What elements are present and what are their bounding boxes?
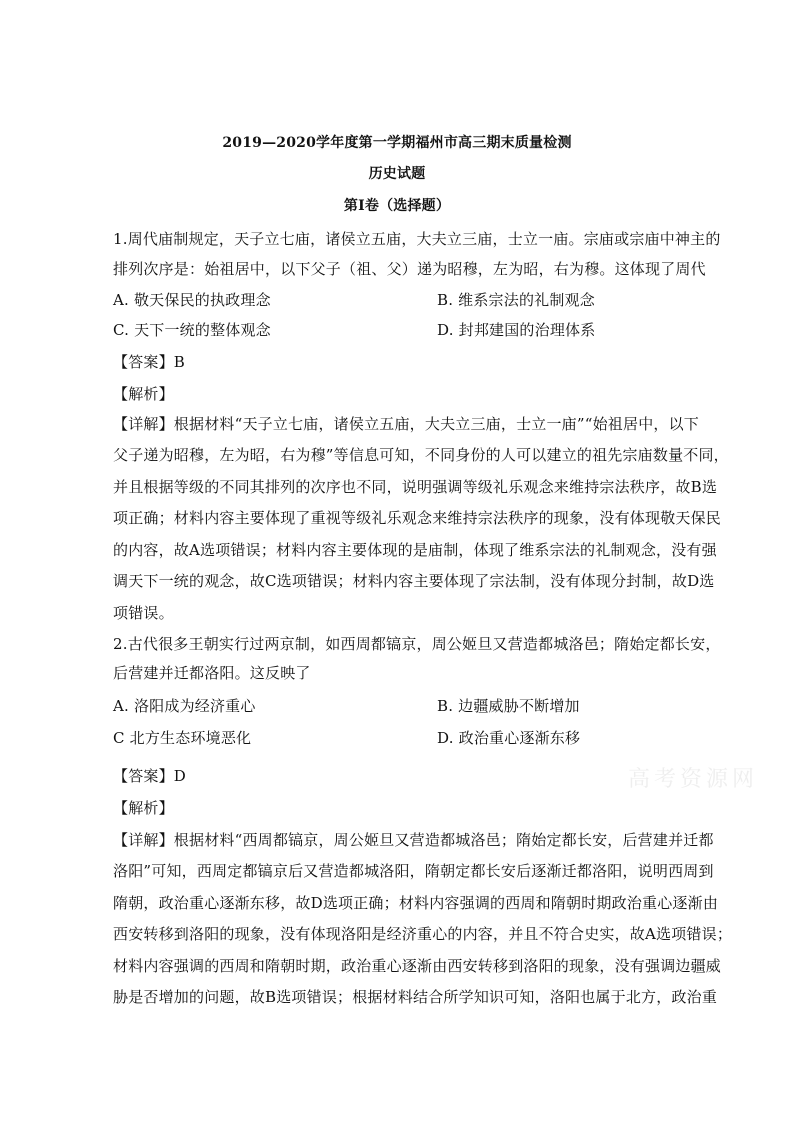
exam-title: 2019—2020学年度第一学期福州市高三期末质量检测 bbox=[222, 135, 572, 151]
q2-detail-line: 材料内容强调的西周和隋朝时期，政治重心逐渐由西安转移到洛阳的现象，没有强调边疆威 bbox=[113, 957, 722, 975]
q2-stem-line-1: 2.古代很多王朝实行过两京制，如西周都镐京，周公姬旦又营造都城洛邑；隋始定都长安， bbox=[113, 635, 721, 653]
q1-stem-line-2: 排列次序是：始祖居中，以下父子（祖、父）递为昭穆，左为昭，右为穆。这体现了周代 bbox=[113, 260, 706, 278]
q1-detail-line: 的内容，故A选项错误；材料内容主要体现的是庙制，体现了维系宗法的礼制观念，没有强 bbox=[113, 541, 717, 559]
q1-detail-line: 并且根据等级的不同其排列的次序也不同，说明强调等级礼乐观念来维持宗法秩序，故B选 bbox=[113, 478, 718, 496]
q2-option-b: B. 边疆威胁不断增加 bbox=[437, 697, 580, 715]
q1-detail-line: 【详解】根据材料“天子立七庙，诸侯立五庙，大夫立三庙，士立一庙”“始祖居中，以下 bbox=[113, 415, 700, 433]
q2-detail-line: 西安转移到洛阳的现象，没有体现洛阳是经济重心的内容，并且不符合史实，故A选项错误； bbox=[113, 925, 733, 943]
subject-title: 历史试题 bbox=[368, 166, 426, 182]
watermark: 高考资源网 bbox=[628, 767, 759, 792]
q2-option-a: A. 洛阳成为经济重心 bbox=[113, 697, 256, 715]
q2-option-d: D. 政治重心逐渐东移 bbox=[437, 729, 581, 747]
q1-option-b: B. 维系宗法的礼制观念 bbox=[437, 291, 595, 309]
q2-analysis-label: 【解析】 bbox=[113, 799, 174, 817]
q1-option-a: A. 敬天保民的执政理念 bbox=[113, 291, 271, 309]
q1-analysis-label: 【解析】 bbox=[113, 385, 174, 403]
q1-detail-line: 项正确；材料内容主要体现了重视等级礼乐观念来维持宗法秩序的现象，没有体现敬天保民 bbox=[113, 509, 722, 527]
q2-stem-line-2: 后营建并迁都洛阳。这反映了 bbox=[113, 664, 311, 682]
q1-detail-line: 调天下一统的观念，故C选项错误；材料内容主要体现了宗法制，没有体现分封制，故D选 bbox=[113, 572, 715, 590]
q2-detail-line: 【详解】根据材料“西周都镐京，周公姬旦又营造都城洛邑；隋始定都长安，后营建并迁都 bbox=[113, 831, 714, 849]
q2-answer: 【答案】D bbox=[113, 767, 187, 785]
q1-option-c: C. 天下一统的整体观念 bbox=[113, 321, 271, 339]
q1-option-d: D. 封邦建国的治理体系 bbox=[437, 321, 596, 339]
q2-detail-line: 胁是否增加的问题，故B选项错误；根据材料结合所学知识可知，洛阳也属于北方，政治重 bbox=[113, 988, 718, 1006]
q2-detail-line: 洛阳”可知，西周定都镐京后又营造都城洛阳，隋朝定都长安后逐渐迁都洛阳，说明西周到 bbox=[113, 862, 714, 880]
part-title: 第I卷（选择题） bbox=[343, 198, 451, 214]
q1-stem-line-1: 1.周代庙制规定，天子立七庙，诸侯立五庙，大夫立三庙，士立一庙。宗庙或宗庙中神主的 bbox=[113, 230, 721, 248]
q1-detail-line: 项错误。 bbox=[113, 604, 174, 622]
q1-answer: 【答案】B bbox=[113, 353, 186, 371]
q1-detail-line: 父子递为昭穆，左为昭，右为穆”等信息可知，不同身份的人可以建立的祖先宗庙数量不同， bbox=[113, 446, 729, 464]
q2-option-c: C 北方生态环境恶化 bbox=[113, 729, 252, 747]
q2-detail-line: 隋朝，政治重心逐渐东移，故D选项正确；材料内容强调的西周和隋朝时期政治重心逐渐由 bbox=[113, 894, 719, 912]
